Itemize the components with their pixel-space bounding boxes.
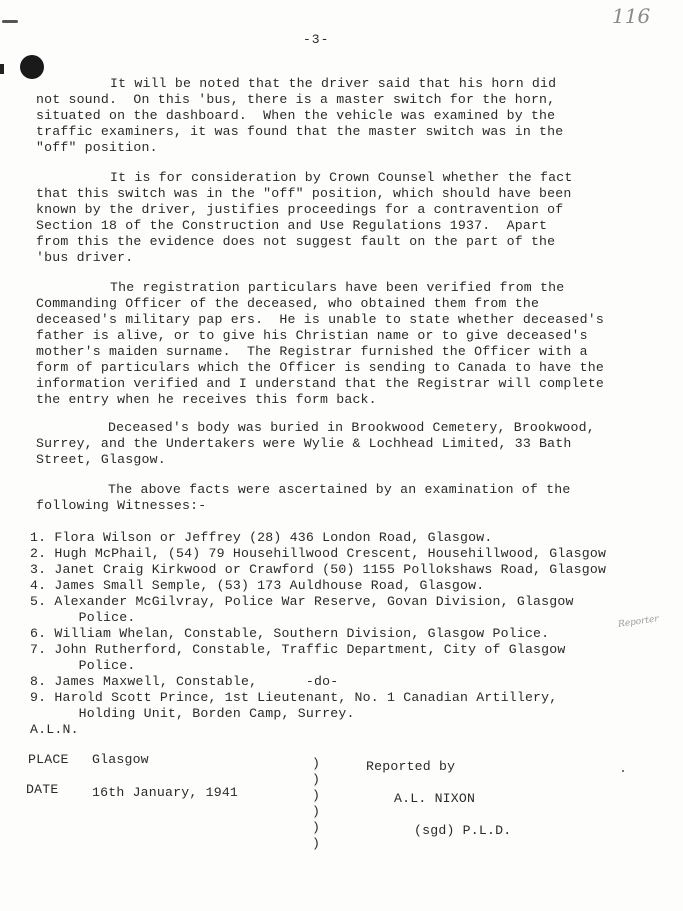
signed-initials: (sgd) P.L.D.	[414, 823, 512, 838]
separator-paren: )	[312, 772, 321, 787]
paragraph-2-line: that this switch was in the "off" position, which should have been	[36, 186, 572, 201]
margin-mark	[2, 20, 18, 23]
paragraph-3-line: mother's maiden surname. The Registrar furnished the Officer with a	[36, 344, 588, 359]
paragraph-1-line: traffic examiners, it was found that the master switch was in the	[36, 124, 564, 139]
paragraph-3-line: information verified and I understand that the Registrar will complete	[36, 376, 604, 391]
reporter-name: A.L. NIXON	[394, 791, 476, 806]
paragraph-2-line: known by the driver, justifies proceedings for a contravention of	[36, 202, 564, 217]
edge-mark	[0, 64, 4, 74]
witness-entry-continuation: Police.	[30, 610, 136, 625]
paragraph-2-line: Section 18 of the Construction and Use Regulations 1937. Apart	[36, 218, 548, 233]
handwritten-margin-note: Reporter	[617, 614, 660, 630]
page-number: -3-	[303, 32, 330, 47]
paragraph-3-line: form of particulars which the Officer is sending to Canada to have the	[36, 360, 604, 375]
date-value: 16th January, 1941	[92, 785, 239, 800]
separator-paren: )	[312, 836, 321, 851]
witness-entry-continuation: Holding Unit, Borden Camp, Surrey.	[30, 706, 355, 721]
separator-paren: )	[312, 788, 321, 803]
paragraph-4-line: Surrey, and the Undertakers were Wylie & Lochhead Limited, 33 Bath	[36, 436, 572, 451]
paragraph-4-line: Deceased's body was buried in Brookwood Cemetery, Brookwood,	[108, 420, 595, 435]
separator-paren: )	[312, 756, 321, 771]
paragraph-5-line: The above facts were ascertained by an examination of the	[108, 482, 571, 497]
paragraph-1-line: It will be noted that the driver said that his horn did	[110, 76, 557, 91]
witness-entry: 8. James Maxwell, Constable, -do-	[30, 674, 339, 689]
paragraph-2-line: 'bus driver.	[36, 250, 134, 265]
witness-entry: 3. Janet Craig Kirkwood or Crawford (50) 1155 Pollokshaws Road, Glasgow	[30, 562, 607, 577]
date-label: DATE	[26, 782, 59, 797]
initials: A.L.N.	[30, 722, 79, 737]
paragraph-2-line: from this the evidence does not suggest fault on the part of the	[36, 234, 556, 249]
paragraph-3-line: father is alive, or to give his Christian name or to give deceased's	[36, 328, 588, 343]
paragraph-3-line: The registration particulars have been verified from the	[110, 280, 565, 295]
place-label: PLACE	[28, 752, 69, 767]
separator-paren: )	[312, 804, 321, 819]
reported-by-label: Reported by	[366, 759, 456, 774]
paragraph-4-line: Street, Glasgow.	[36, 452, 166, 467]
separator-paren: )	[312, 820, 321, 835]
place-value: Glasgow	[92, 752, 149, 767]
ink-speck	[622, 770, 624, 772]
paragraph-1-line: "off" position.	[36, 140, 158, 155]
witness-entry: 1. Flora Wilson or Jeffrey (28) 436 London Road, Glasgow.	[30, 530, 493, 545]
witness-entry: 2. Hugh McPhail, (54) 79 Househillwood Crescent, Househillwood, Glasgow	[30, 546, 607, 561]
paragraph-5-line: following Witnesses:-	[36, 498, 207, 513]
paragraph-1-line: not sound. On this 'bus, there is a master switch for the horn,	[36, 92, 556, 107]
handwritten-folio-number: 116	[612, 4, 651, 28]
witness-entry: 6. William Whelan, Constable, Southern Division, Glasgow Police.	[30, 626, 550, 641]
punch-hole	[20, 55, 44, 79]
witness-entry: 9. Harold Scott Prince, 1st Lieutenant, No. 1 Canadian Artillery,	[30, 690, 558, 705]
paragraph-3-line: Commanding Officer of the deceased, who obtained them from the	[36, 296, 540, 311]
witness-entry: 4. James Small Semple, (53) 173 Auldhouse Road, Glasgow.	[30, 578, 485, 593]
paragraph-2-line: It is for consideration by Crown Counsel whether the fact	[110, 170, 573, 185]
paragraph-1-line: situated on the dashboard. When the vehicle was examined by the	[36, 108, 556, 123]
witness-entry: 5. Alexander McGilvray, Police War Reserve, Govan Division, Glasgow	[30, 594, 574, 609]
witness-entry-continuation: Police.	[30, 658, 136, 673]
witness-entry: 7. John Rutherford, Constable, Traffic Department, City of Glasgow	[30, 642, 566, 657]
paragraph-3-line: the entry when he receives this form back.	[36, 392, 377, 407]
paragraph-3-line: deceased's military pap ers. He is unable to state whether deceased's	[36, 312, 604, 327]
